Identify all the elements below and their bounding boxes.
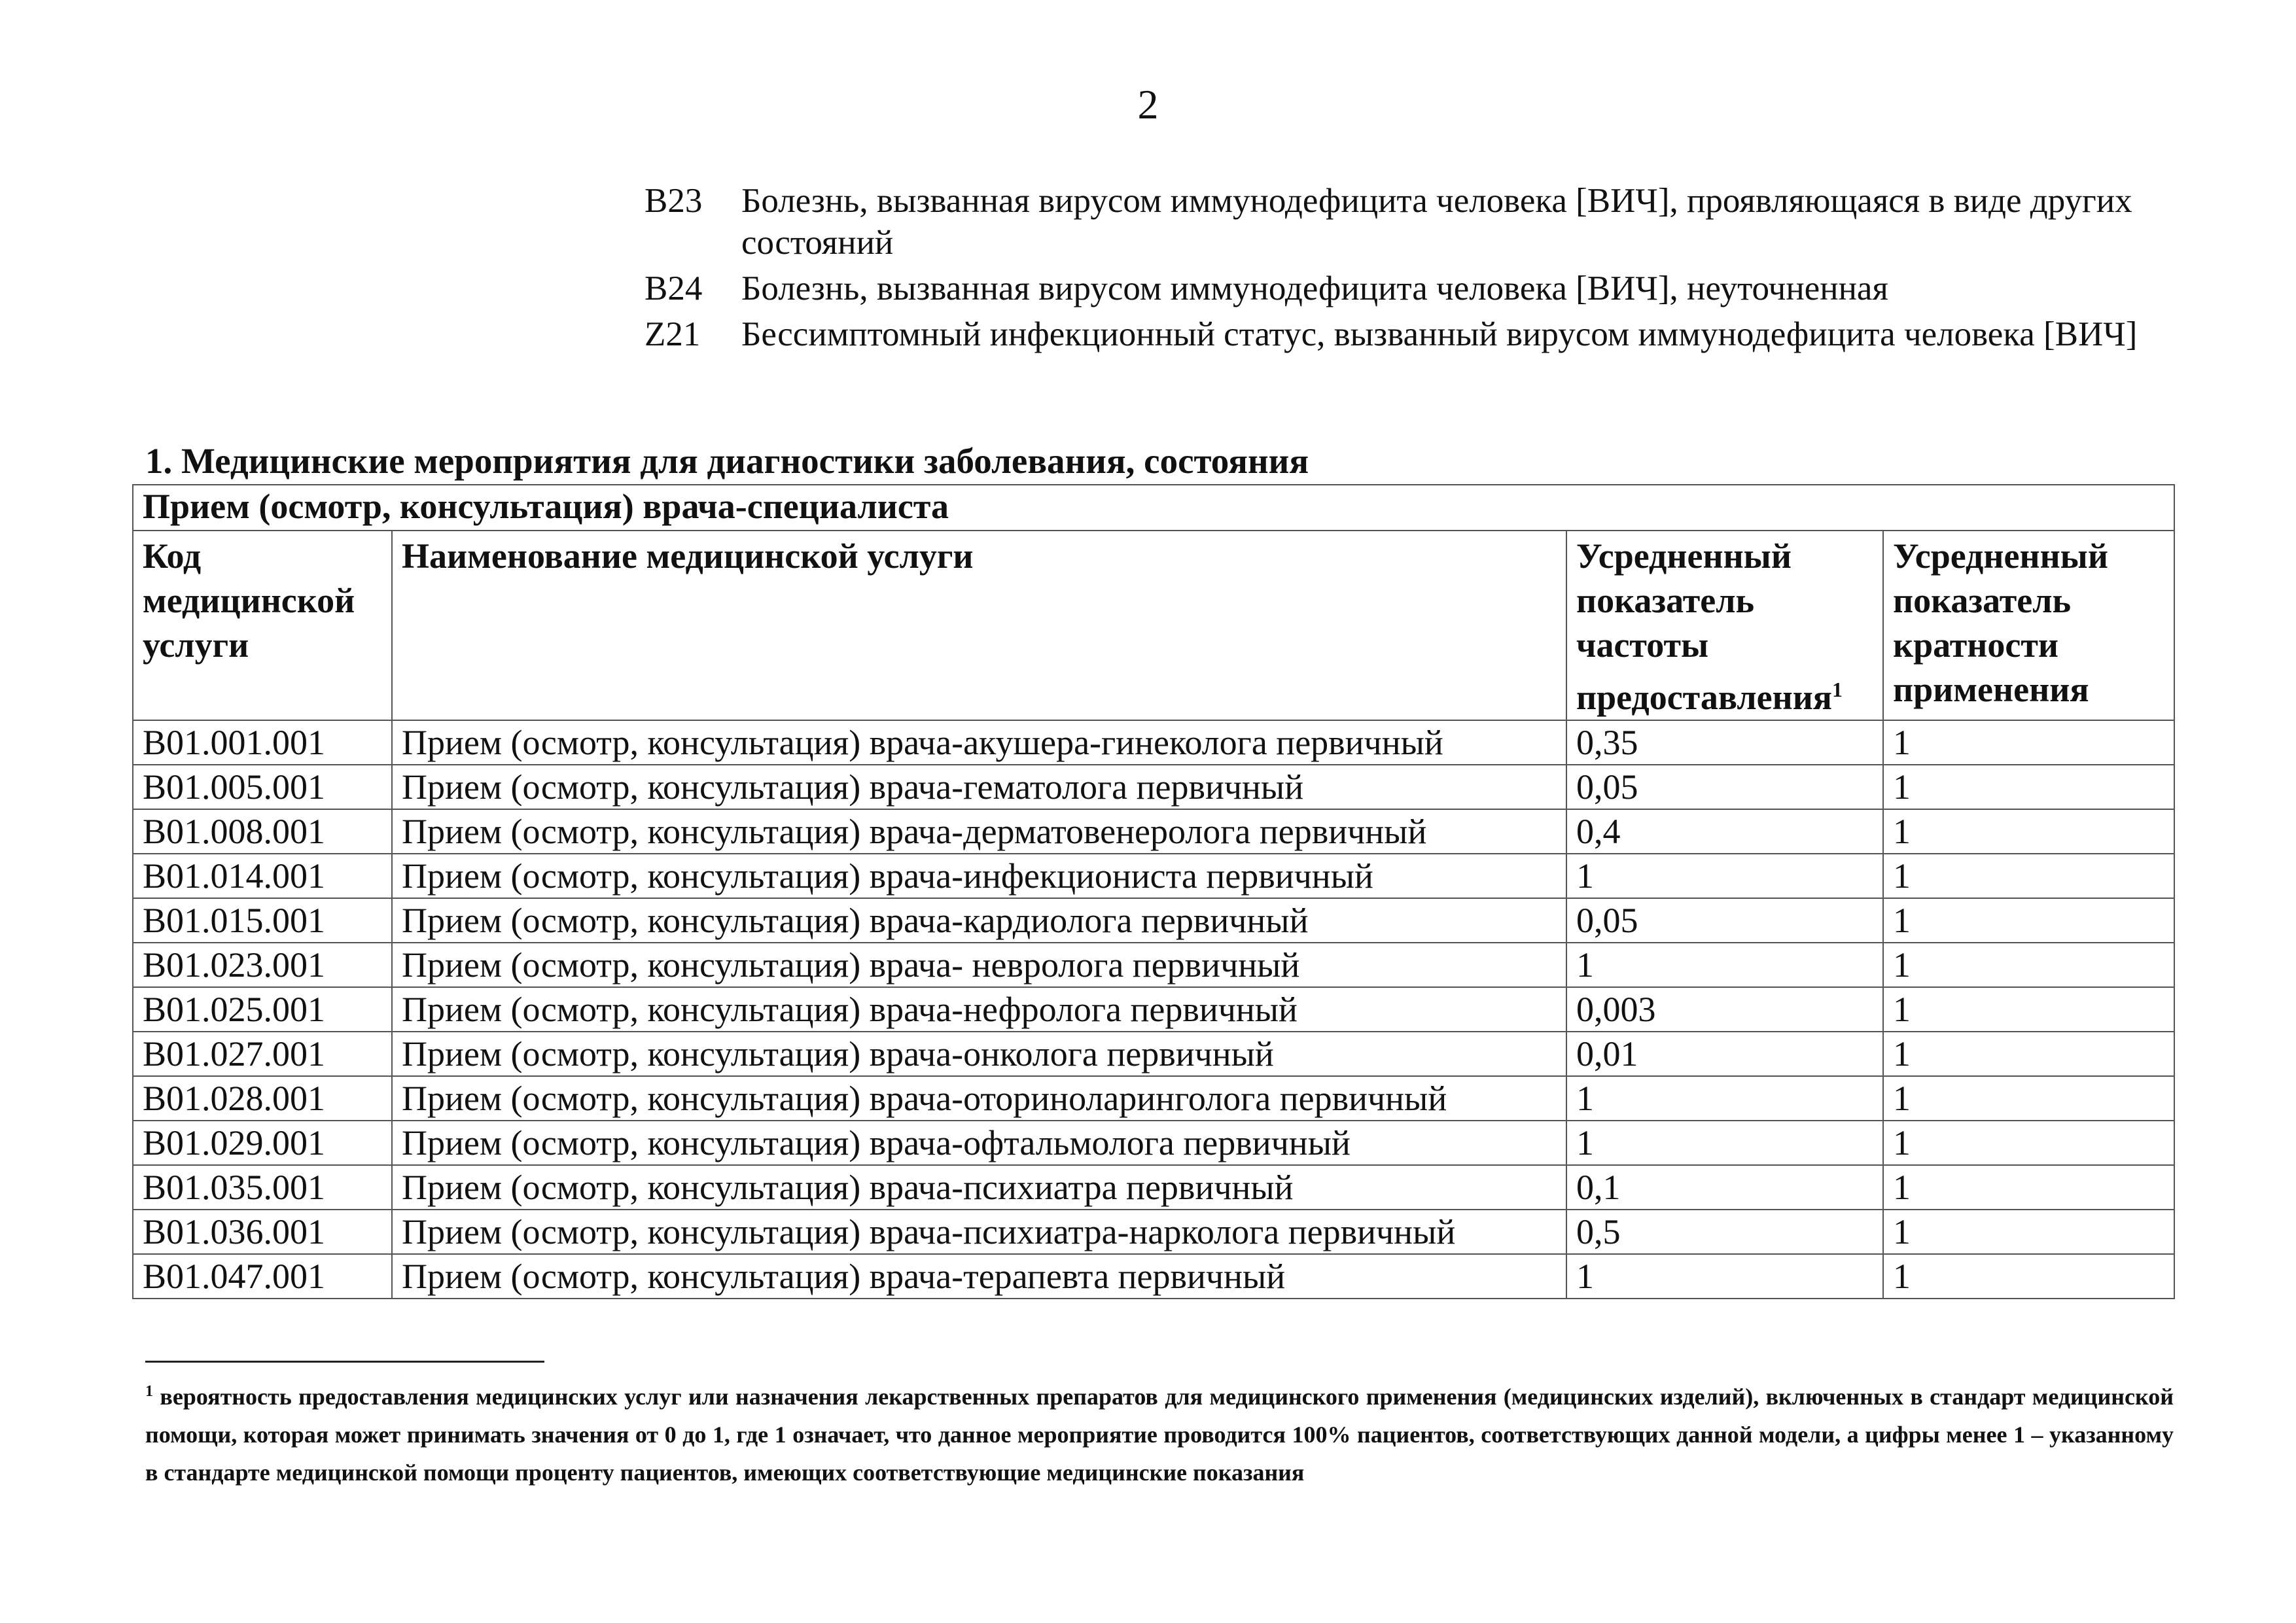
section-title: 1. Медицинские мероприятия для диагностики заболевания, состояния (145, 441, 1309, 481)
services-table-container (132, 484, 2174, 1299)
cell-name: Прием (осмотр, консультация) врача-кардиолога первичный (392, 898, 1566, 943)
table-row (133, 943, 2174, 987)
cell-name: Прием (осмотр, консультация) врача-онколога первичный (392, 1032, 1566, 1076)
table-row (133, 720, 2174, 765)
table-row (133, 898, 2174, 943)
footnote-marker: 1 (1832, 678, 1843, 701)
cell-code: B01.036.001 (133, 1210, 392, 1254)
header-code: Код медицинской услуги (133, 531, 392, 720)
footnote (145, 1372, 2174, 1492)
cell-code: B01.023.001 (133, 943, 392, 987)
cell-frequency: 1 (1566, 943, 1883, 987)
cell-multiplicity: 1 (1883, 943, 2174, 987)
diagnosis-code: B23 (645, 182, 703, 220)
cell-multiplicity: 1 (1883, 1210, 2174, 1254)
diagnosis-description: Болезнь, вызванная вирусом иммунодефицита человека [ВИЧ], проявляющаяся в виде других состояний (741, 182, 2132, 262)
cell-multiplicity: 1 (1883, 854, 2174, 898)
diagnosis-code: B24 (645, 270, 703, 307)
cell-frequency: 0,1 (1566, 1165, 1883, 1210)
cell-code: B01.008.001 (133, 809, 392, 854)
cell-code: B01.029.001 (133, 1121, 392, 1165)
cell-multiplicity: 1 (1883, 1076, 2174, 1121)
table-header-row (133, 531, 2174, 720)
cell-frequency: 1 (1566, 1121, 1883, 1165)
cell-code: B01.005.001 (133, 765, 392, 809)
cell-name: Прием (осмотр, консультация) врача-психиатра первичный (392, 1165, 1566, 1210)
cell-code: B01.027.001 (133, 1032, 392, 1076)
cell-multiplicity: 1 (1883, 1165, 2174, 1210)
cell-code: B01.025.001 (133, 987, 392, 1032)
diagnosis-code-item (645, 268, 2169, 309)
cell-multiplicity: 1 (1883, 765, 2174, 809)
header-name: Наименование медицинской услуги (392, 531, 1566, 720)
table-row (133, 809, 2174, 854)
cell-multiplicity: 1 (1883, 1032, 2174, 1076)
header-frequency-text: Усредненный показатель частоты предоставления (1576, 536, 1833, 717)
cell-multiplicity: 1 (1883, 1121, 2174, 1165)
cell-frequency: 0,05 (1566, 765, 1883, 809)
table-caption-row (133, 485, 2174, 531)
table-row (133, 1165, 2174, 1210)
cell-name: Прием (осмотр, консультация) врача-акушера-гинеколога первичный (392, 720, 1566, 765)
footnote-marker: 1 (145, 1383, 153, 1400)
footnote-divider (145, 1361, 544, 1363)
cell-frequency: 0,01 (1566, 1032, 1883, 1076)
header-multiplicity: Усредненный показатель кратности применения (1883, 531, 2174, 720)
table-row (133, 1076, 2174, 1121)
cell-frequency: 0,4 (1566, 809, 1883, 854)
cell-multiplicity: 1 (1883, 720, 2174, 765)
cell-multiplicity: 1 (1883, 898, 2174, 943)
table-row (133, 765, 2174, 809)
cell-name: Прием (осмотр, консультация) врача-терапевта первичный (392, 1254, 1566, 1299)
cell-frequency: 0,5 (1566, 1210, 1883, 1254)
diagnosis-code: Z21 (645, 315, 701, 353)
diagnosis-code-item (645, 180, 2169, 264)
diagnosis-code-item (645, 313, 2169, 355)
cell-name: Прием (осмотр, консультация) врача-психиатра-нарколога первичный (392, 1210, 1566, 1254)
services-table (132, 484, 2175, 1299)
cell-multiplicity: 1 (1883, 809, 2174, 854)
cell-name: Прием (осмотр, консультация) врача-оториноларинголога первичный (392, 1076, 1566, 1121)
cell-name: Прием (осмотр, консультация) врача-инфекциониста первичный (392, 854, 1566, 898)
cell-frequency: 0,05 (1566, 898, 1883, 943)
cell-multiplicity: 1 (1883, 987, 2174, 1032)
cell-code: B01.001.001 (133, 720, 392, 765)
cell-name: Прием (осмотр, консультация) врача- невролога первичный (392, 943, 1566, 987)
cell-code: B01.047.001 (133, 1254, 392, 1299)
cell-name: Прием (осмотр, консультация) врача-нефролога первичный (392, 987, 1566, 1032)
cell-name: Прием (осмотр, консультация) врача-гематолога первичный (392, 765, 1566, 809)
cell-frequency: 1 (1566, 1254, 1883, 1299)
page-number: 2 (1137, 81, 1159, 128)
header-frequency (1566, 531, 1883, 720)
diagnosis-description: Болезнь, вызванная вирусом иммунодефицита человека [ВИЧ], неуточненная (741, 270, 1888, 307)
cell-frequency: 1 (1566, 1076, 1883, 1121)
cell-name: Прием (осмотр, консультация) врача-дерматовенеролога первичный (392, 809, 1566, 854)
cell-code: B01.014.001 (133, 854, 392, 898)
table-row (133, 987, 2174, 1032)
cell-name: Прием (осмотр, консультация) врача-офтальмолога первичный (392, 1121, 1566, 1165)
table-caption: Прием (осмотр, консультация) врача-специалиста (133, 485, 2174, 531)
cell-code: B01.015.001 (133, 898, 392, 943)
table-row (133, 1032, 2174, 1076)
cell-frequency: 1 (1566, 854, 1883, 898)
footnote-text: вероятность предоставления медицинских услуг или назначения лекарственных препаратов для медицинского применения (медицинских изделий), включенных в стандарт медицинской помощи, которая может принимать значения от 0 до 1, где 1 означает, что данное мероприятие проводится 100% пациентов, соответствующих данной модели, а цифры менее 1 – указанному в стандарте медицинской помощи проценту пациентов, имеющих соответствующие медицинские показания (145, 1384, 2174, 1486)
cell-code: B01.035.001 (133, 1165, 392, 1210)
cell-frequency: 0,35 (1566, 720, 1883, 765)
table-body (133, 720, 2174, 1299)
table-row (133, 1121, 2174, 1165)
table-row (133, 1254, 2174, 1299)
diagnosis-code-list (645, 180, 2169, 359)
diagnosis-description: Бессимптомный инфекционный статус, вызванный вирусом иммунодефицита человека [ВИЧ] (741, 315, 2138, 353)
cell-frequency: 0,003 (1566, 987, 1883, 1032)
table-row (133, 854, 2174, 898)
cell-code: B01.028.001 (133, 1076, 392, 1121)
table-row (133, 1210, 2174, 1254)
cell-multiplicity: 1 (1883, 1254, 2174, 1299)
